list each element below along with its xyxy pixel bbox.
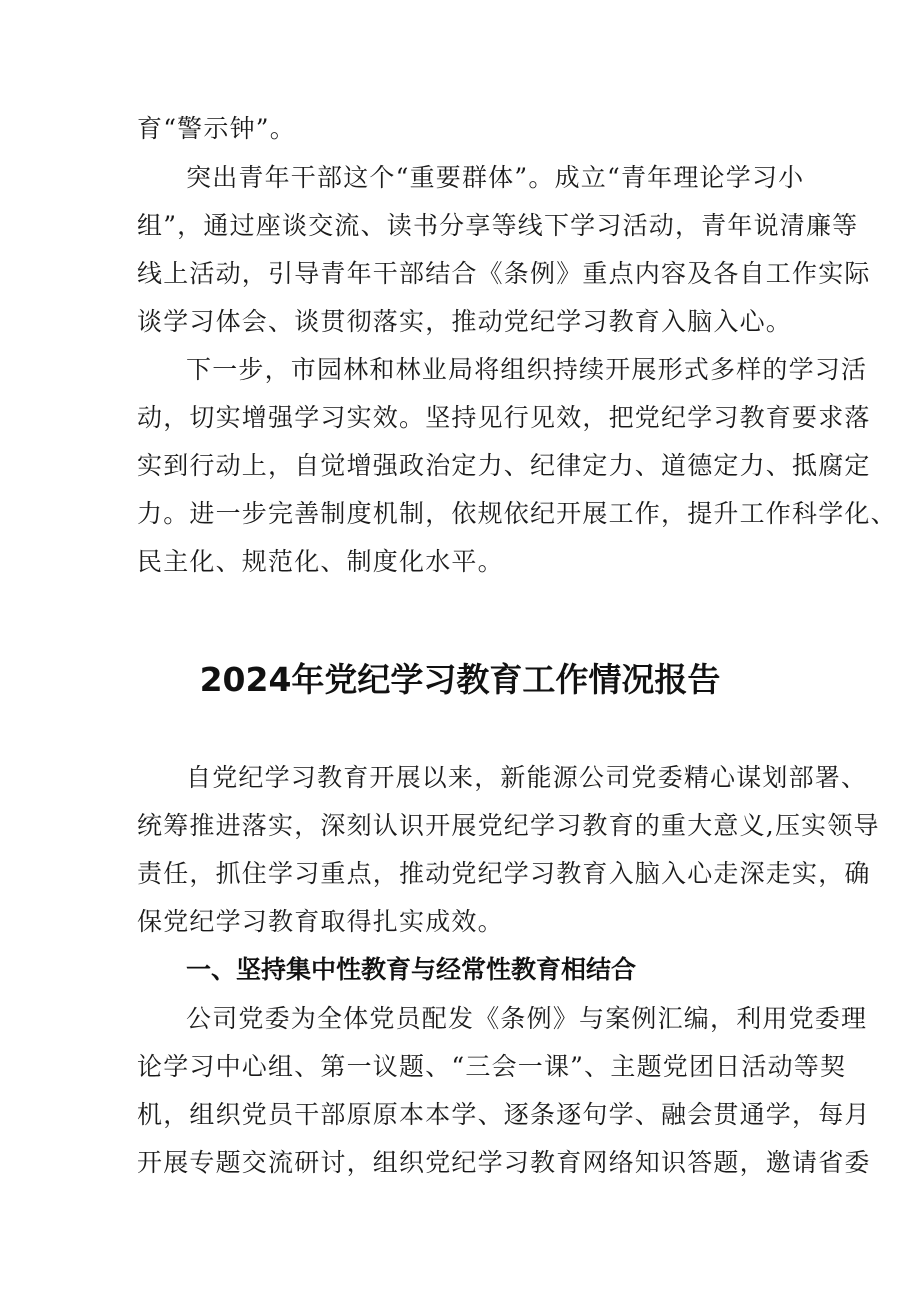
section-heading: 一、坚持集中性教育与经常性教育相结合 — [186, 955, 637, 984]
body-line: 动，切实增强学习实效。坚持见行见效，把党纪学习教育要求落 — [137, 403, 871, 432]
body-line: 保党纪学习教育取得扎实成效。 — [137, 907, 504, 936]
body-line: 突出青年干部这个“重要群体”。成立“青年理论学习小 — [186, 163, 805, 192]
body-line: 组”，通过座谈交流、读书分享等线下学习活动，青年说清廉等 — [137, 211, 859, 240]
body-line: 公司党委为全体党员配发《条例》与案例汇编，利用党委理 — [186, 1004, 868, 1033]
body-line: 育“警示钟”。 — [137, 114, 296, 143]
body-line: 谈学习体会、谈贯彻落实，推动党纪学习教育入脑入心。 — [137, 307, 793, 336]
body-line: 实到行动上，自觉增强政治定力、纪律定力、道德定力、抵腐定 — [137, 451, 871, 480]
body-line: 力。进一步完善制度机制，依规依纪开展工作，提升工作科学化、 — [137, 499, 897, 528]
body-line: 开展专题交流研讨，组织党纪学习教育网络知识答题，邀请省委 — [137, 1148, 871, 1177]
body-line: 论学习中心组、第一议题、“三会一课”、主题党团日活动等契 — [137, 1052, 847, 1081]
body-line: 统筹推进落实，深刻认识开展党纪学习教育的重大意义,压实领导 — [137, 811, 880, 840]
body-line: 责任，抓住学习重点，推动党纪学习教育入脑入心走深走实，确 — [137, 859, 871, 888]
body-line: 民主化、规范化、制度化水平。 — [137, 547, 504, 576]
body-line: 机，组织党员干部原原本本学、逐条逐句学、融会贯通学，每月 — [137, 1100, 871, 1129]
body-line: 自党纪学习教育开展以来，新能源公司党委精心谋划部署、 — [186, 763, 868, 792]
report-title: 2024年党纪学习教育工作情况报告 — [199, 660, 721, 699]
body-line: 下一步，市园林和林业局将组织持续开展形式多样的学习活 — [186, 355, 868, 384]
body-line: 线上活动，引导青年干部结合《条例》重点内容及各自工作实际 — [137, 259, 871, 288]
